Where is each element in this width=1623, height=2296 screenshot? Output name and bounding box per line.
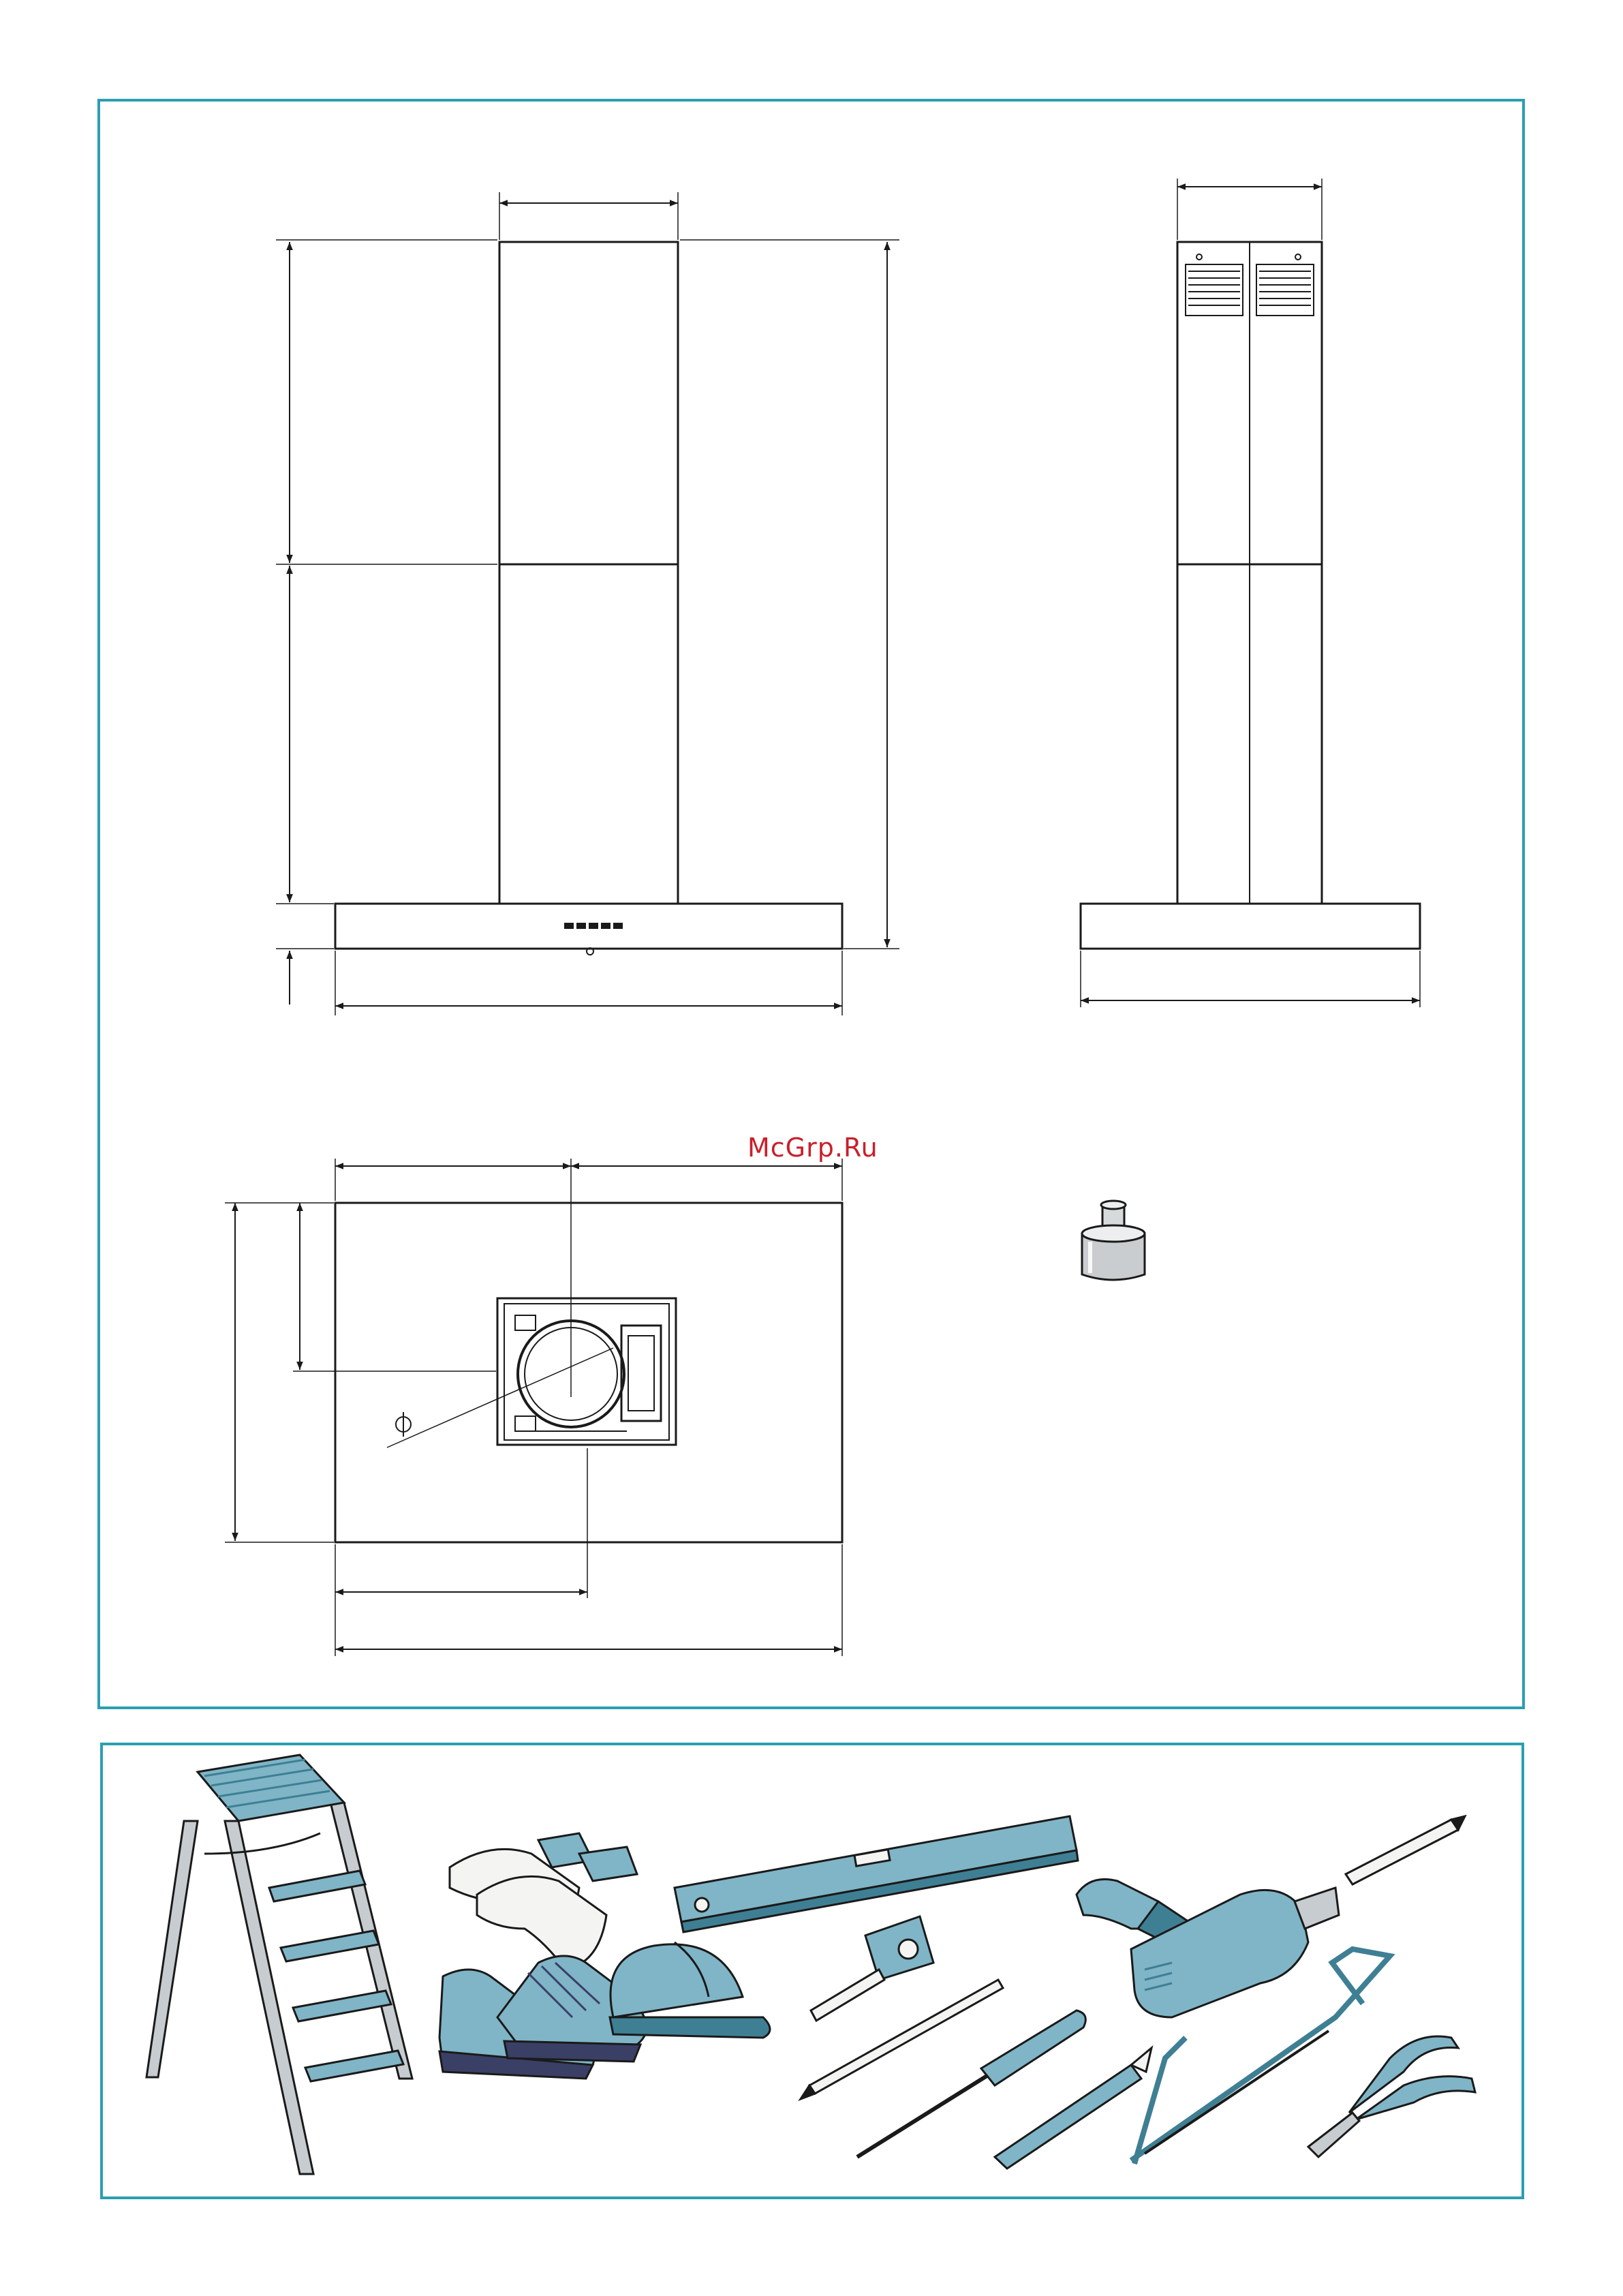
work-gloves [450,1833,637,1970]
watermark-text: McGrp.Ru [747,1133,878,1163]
front-view [276,192,899,1015]
tools-panel-frame [102,1744,1523,2198]
motor-housing [497,1298,676,1445]
control-panel-buttons [564,923,623,929]
bottom-canopy-outline [335,1203,842,1542]
diameter-symbol [396,1412,411,1437]
side-view [1081,179,1420,1007]
pliers [1308,2036,1475,2157]
weight-icon [1082,1201,1145,1280]
spirit-level [675,1816,1078,1932]
hard-hat [610,1942,770,2038]
tape-measure [811,1916,933,2021]
side-canopy [1081,904,1420,949]
drill [1077,1880,1339,2018]
front-chimney-upper [499,242,678,564]
front-chimney-lower [499,564,678,904]
bottom-view [225,1159,842,1656]
stepladder [146,1755,412,2174]
drill-bit [1346,1816,1465,1884]
